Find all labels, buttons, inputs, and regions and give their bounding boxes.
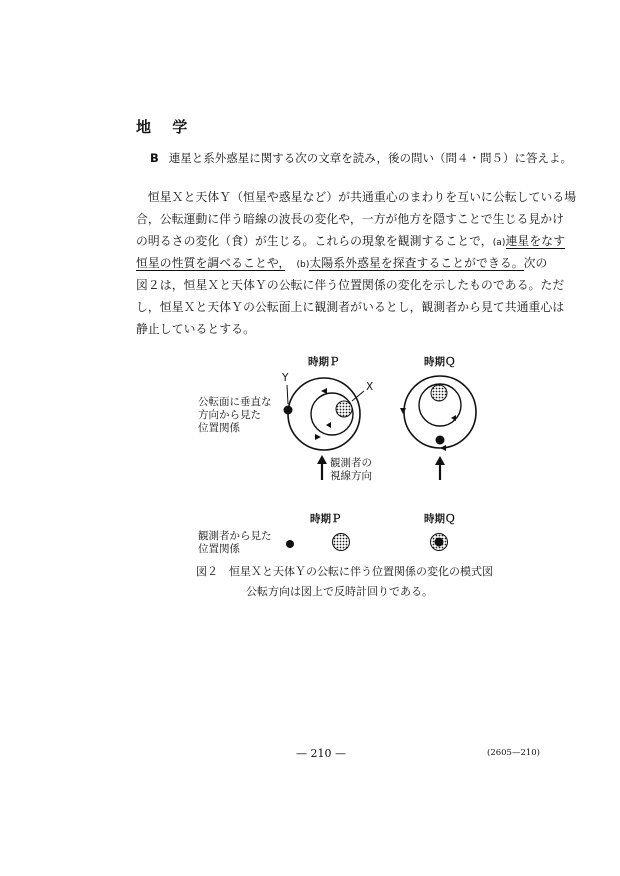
line-of-sight-label	[330, 457, 372, 483]
subject-heading: 地 学	[136, 118, 196, 136]
observer-view-y-period-q	[435, 538, 444, 547]
arrow-up-icon	[435, 456, 445, 465]
page-code: (2605—210)	[487, 748, 540, 758]
direction-arrow-icon	[326, 422, 331, 428]
underline-a-part1: 連星をなす	[505, 234, 566, 248]
question-text: 連星と系外惑星に関する次の文章を読み，後の問い（問４・問５）に答えよ。	[168, 151, 572, 165]
label-y-leader	[287, 385, 288, 404]
line-of-sight-line-2: 視線方向	[330, 470, 372, 482]
observer-view-x-period-p	[333, 534, 350, 551]
observer-view-y-period-p	[286, 540, 294, 548]
figure-caption-title: 図２ 恒星Ｘと天体Ｙの公転に伴う位置関係の変化の模式図	[196, 565, 493, 578]
arrow-up-icon	[317, 455, 327, 464]
label-x: X	[366, 381, 374, 393]
underline-a-part2: 恒星の性質を調べることや，	[136, 256, 285, 270]
direction-arrow-icon	[315, 434, 321, 440]
passage-text-5: 図２は，恒星Ｘと天体Ｙの公転に伴う位置関係の変化を示したものである。ただ	[136, 278, 565, 292]
passage-text-3: の明るさの変化（食）が生じる。これらの現象を観測することで，	[136, 234, 493, 248]
direction-arrow-icon	[440, 445, 446, 451]
period-p-label-top: 時期Ｐ	[308, 356, 340, 368]
passage-text-2: 合，公転運動に伴う暗線の波長の変化や，一方が他方を隠すことで生じる見かけ	[136, 212, 565, 226]
marker-a: (a)	[492, 238, 506, 248]
body-y-period-q	[436, 436, 445, 445]
passage-text-1: 恒星Ｘと天体Ｙ（恒星や惑星など）が共通重心のまわりを互いに公転している場	[147, 190, 577, 204]
side-label-top-line-3: 位置関係	[198, 422, 240, 434]
passage-text-6: し，恒星Ｘと天体Ｙの公転面上に観測者がいるとし，観測者から見て共通重心は	[136, 300, 565, 314]
passage-text-7: 静止しているとする。	[136, 322, 255, 336]
marker-b: (b)	[296, 260, 310, 270]
figure-caption-note: 公転方向は図上で反時計回りである。	[246, 585, 433, 598]
side-label-top-line-1: 公転面に垂直な	[198, 396, 272, 408]
passage-text-4: 次の	[523, 256, 548, 270]
side-label-bottom-line-2: 位置関係	[198, 543, 240, 555]
body-y-period-p	[284, 406, 293, 415]
period-q-label-top: 時期Ｑ	[424, 356, 456, 368]
label-y: Y	[282, 372, 289, 384]
period-p-label-bottom: 時期Ｐ	[310, 513, 342, 525]
side-label-bottom-line-1: 観測者から見た	[198, 530, 272, 542]
side-label-top-line-2: 方向から見た	[198, 409, 261, 421]
direction-arrow-icon	[321, 388, 327, 394]
direction-arrow-icon	[451, 415, 456, 421]
star-x-period-q	[431, 385, 447, 401]
page-number: — 210 —	[296, 747, 346, 760]
period-q-label-bottom: 時期Ｑ	[424, 513, 456, 525]
star-x-period-p	[336, 401, 352, 417]
question-label: B	[150, 151, 159, 165]
direction-arrow-icon	[400, 408, 406, 414]
line-of-sight-line-1: 観測者の	[330, 457, 372, 469]
side-label-top-view	[198, 396, 272, 435]
underline-b: 太陽系外惑星を探査することができる。	[309, 256, 524, 270]
side-label-observer-view	[198, 530, 272, 556]
